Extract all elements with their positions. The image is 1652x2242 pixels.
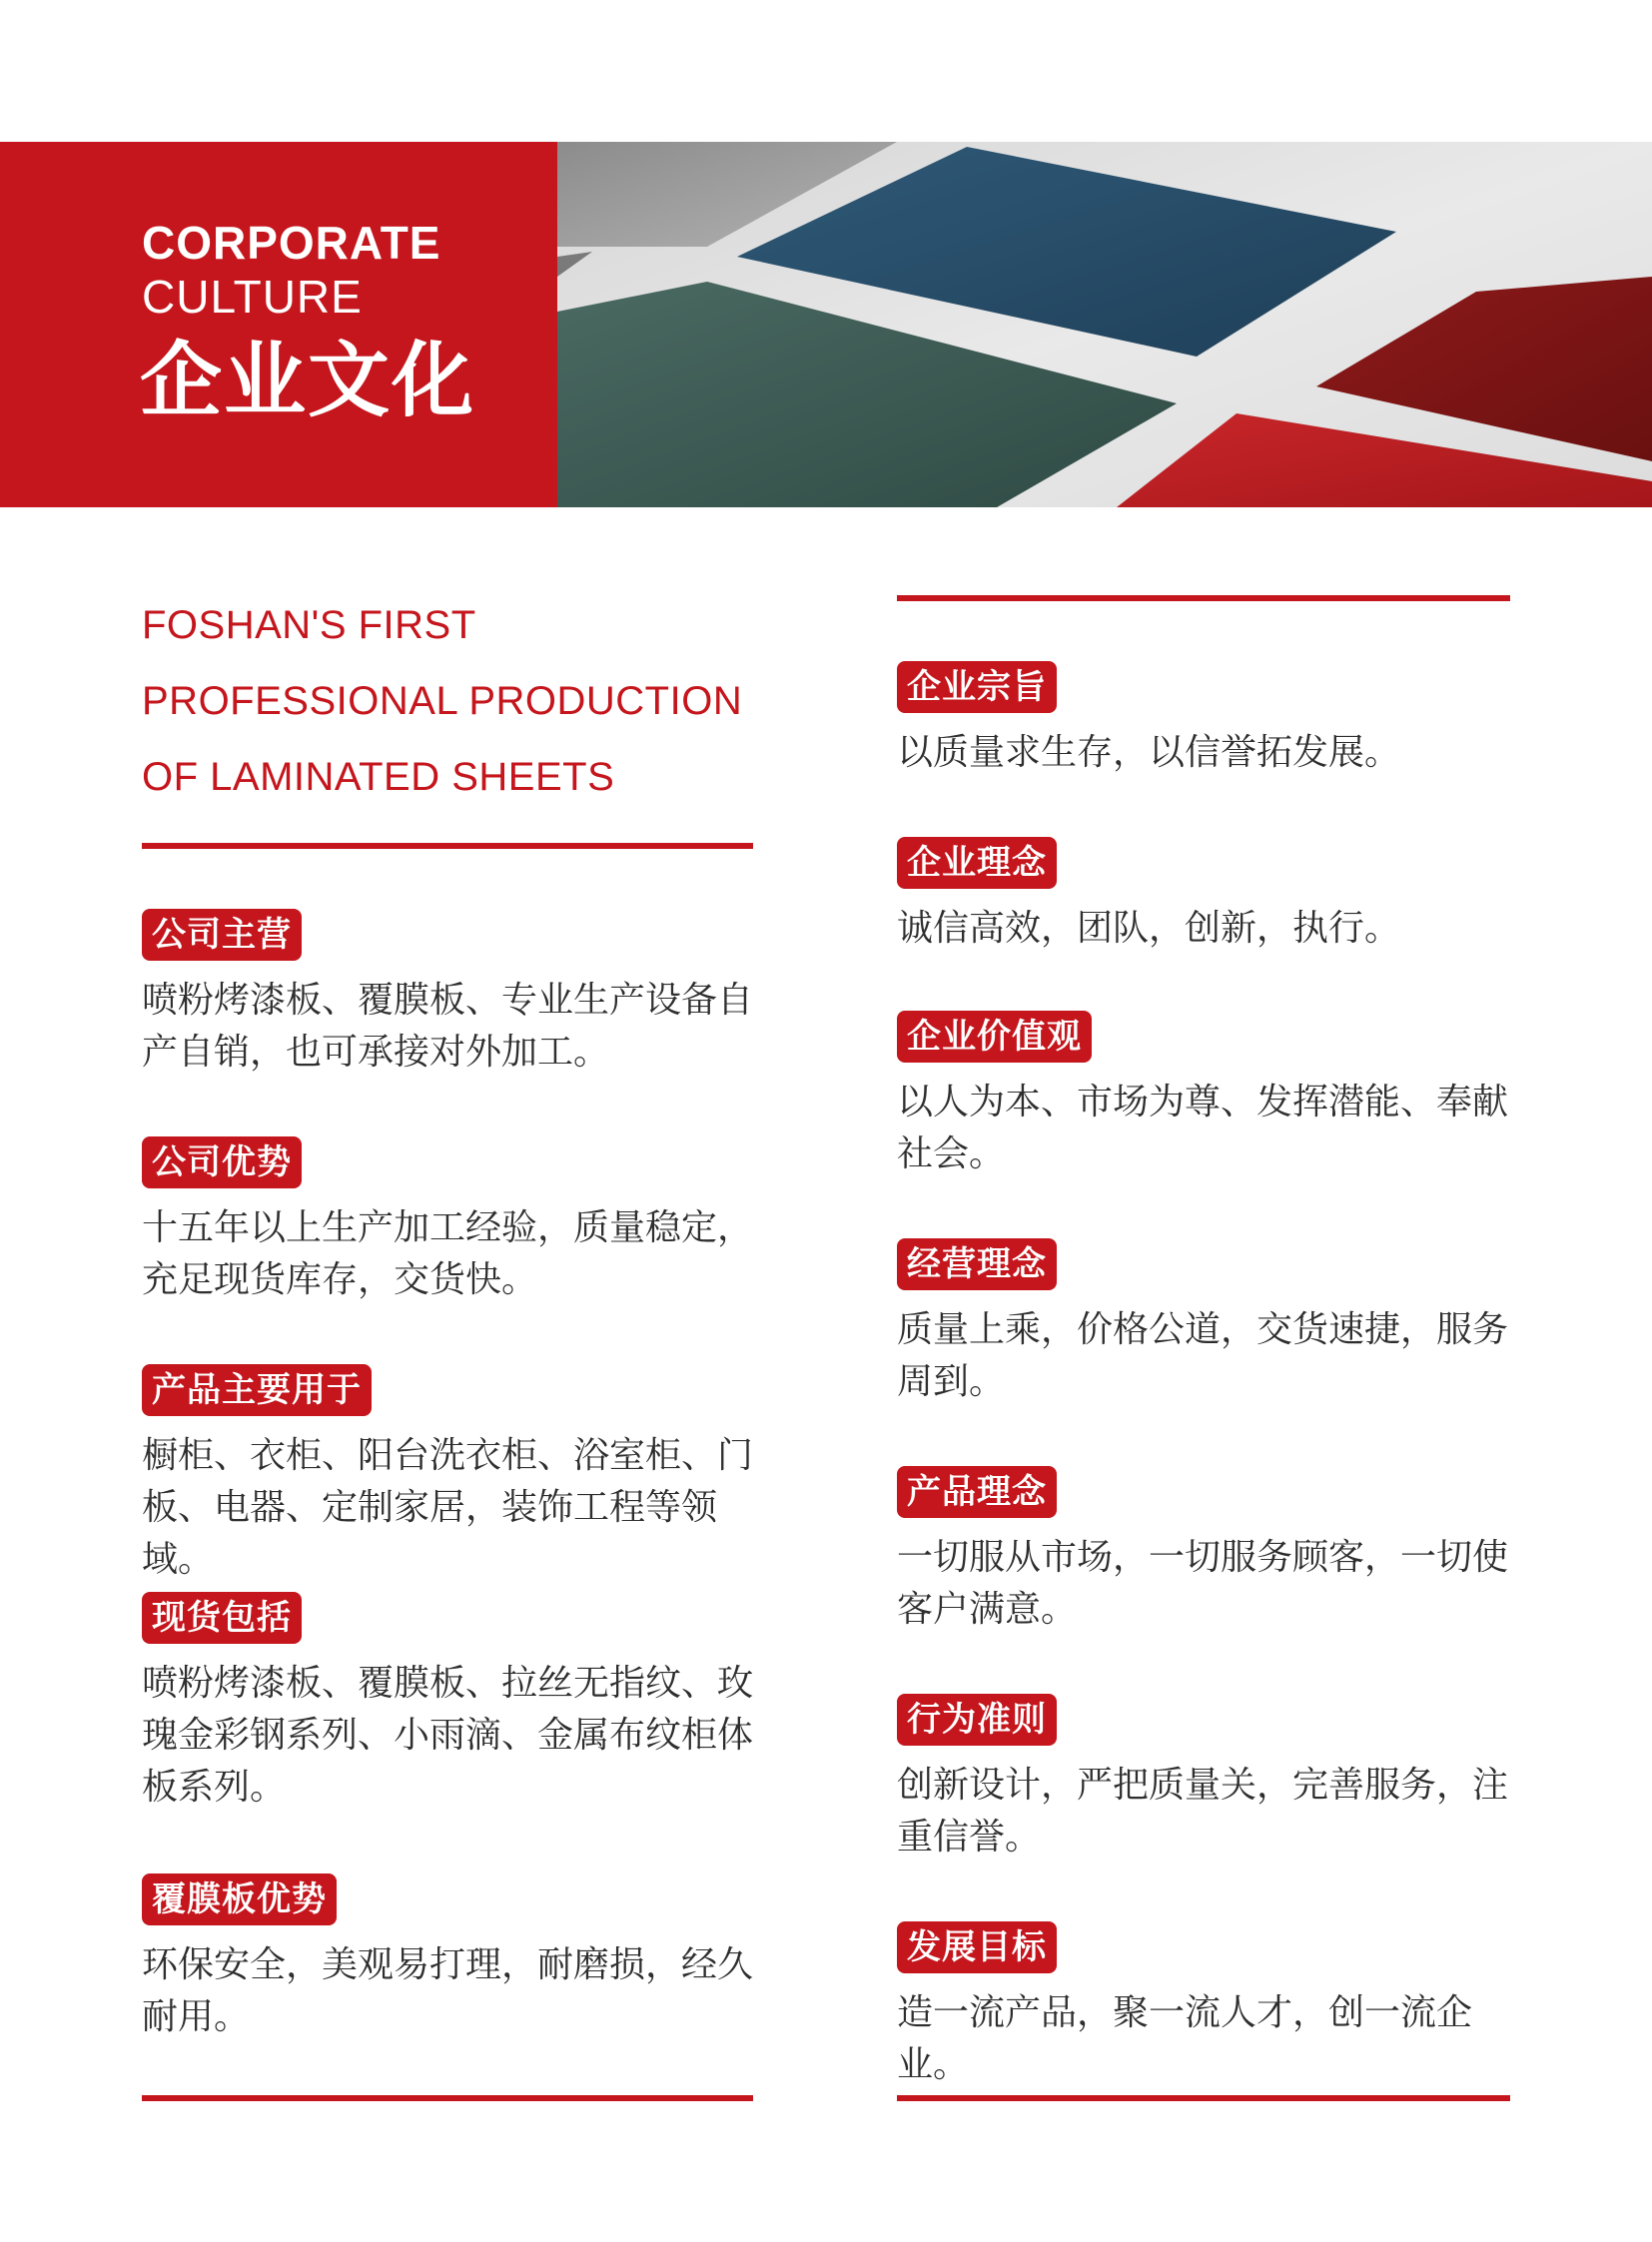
tagline (142, 587, 781, 815)
laminated-sheets-photo (557, 142, 1652, 507)
banner-red-panel (0, 142, 557, 507)
section-text: 十五年以上生产加工经验，质量稳定，充足现货库存，交货快。 (142, 1207, 754, 1300)
section-text: 橱柜、衣柜、阳台洗衣柜、浴室柜、门板、电器、定制家居，装饰工程等领域。 (142, 1435, 754, 1580)
section-title: 覆膜板优势 (142, 1873, 337, 1925)
section-title: 企业宗旨 (897, 661, 1057, 713)
section-main-business (142, 909, 761, 1079)
section-title: 公司优势 (142, 1136, 302, 1188)
section-text: 以质量求生存，以信誉拓发展。 (897, 732, 1401, 773)
section-text: 一切服从市场，一切服务顾客，一切使客户满意。 (897, 1537, 1509, 1630)
section-title: 现货包括 (142, 1592, 302, 1644)
section-title: 行为准则 (897, 1694, 1057, 1746)
right-top-divider (897, 595, 1510, 601)
right-bottom-divider (897, 2095, 1510, 2101)
banner-title-en-line1: CORPORATE (142, 217, 441, 269)
section-title: 产品理念 (897, 1466, 1057, 1518)
section-text: 环保安全，美观易打理，耐磨损，经久耐用。 (142, 1944, 754, 2037)
section-title: 发展目标 (897, 1921, 1057, 1973)
section-philosophy (897, 837, 1516, 955)
section-company-advantages (142, 1136, 761, 1306)
section-purpose (897, 661, 1516, 779)
section-text: 诚信高效，团队，创新，执行。 (897, 908, 1401, 949)
section-text: 喷粉烤漆板、覆膜板、拉丝无指纹、玫瑰金彩钢系列、小雨滴、金属布纹柜体板系列。 (142, 1663, 754, 1808)
banner-title-cn: 企业文化 (140, 334, 476, 428)
section-title: 公司主营 (142, 909, 302, 961)
section-business-philosophy (897, 1238, 1516, 1408)
section-title: 企业理念 (897, 837, 1057, 889)
left-bottom-divider (142, 2095, 753, 2101)
header-banner (0, 142, 1652, 507)
section-laminate-advantages (142, 1873, 761, 2043)
section-development-goals (897, 1921, 1516, 2091)
section-text: 喷粉烤漆板、覆膜板、专业生产设备自产自销，也可承接对外加工。 (142, 980, 754, 1073)
banner-title-en (142, 216, 441, 324)
tagline-line3: OF LAMINATED SHEETS (142, 755, 615, 799)
tagline-line1: FOSHAN'S FIRST (142, 603, 476, 647)
section-text: 质量上乘，价格公道，交货速捷，服务周到。 (897, 1309, 1509, 1402)
banner-title-en-line2: CULTURE (142, 271, 363, 323)
section-code-of-conduct (897, 1694, 1516, 1864)
left-top-divider (142, 843, 753, 849)
section-title: 企业价值观 (897, 1011, 1092, 1063)
section-product-uses (142, 1364, 761, 1586)
section-values (897, 1011, 1516, 1180)
section-text: 以人为本、市场为尊、发挥潜能、奉献社会。 (897, 1082, 1509, 1174)
section-product-philosophy (897, 1466, 1516, 1636)
section-title: 产品主要用于 (142, 1364, 372, 1416)
tagline-line2: PROFESSIONAL PRODUCTION (142, 679, 743, 723)
section-stock-includes (142, 1592, 761, 1814)
section-title: 经营理念 (897, 1238, 1057, 1290)
section-text: 创新设计，严把质量关，完善服务，注重信誉。 (897, 1765, 1509, 1858)
section-text: 造一流产品，聚一流人才，创一流企业。 (897, 1992, 1473, 2085)
